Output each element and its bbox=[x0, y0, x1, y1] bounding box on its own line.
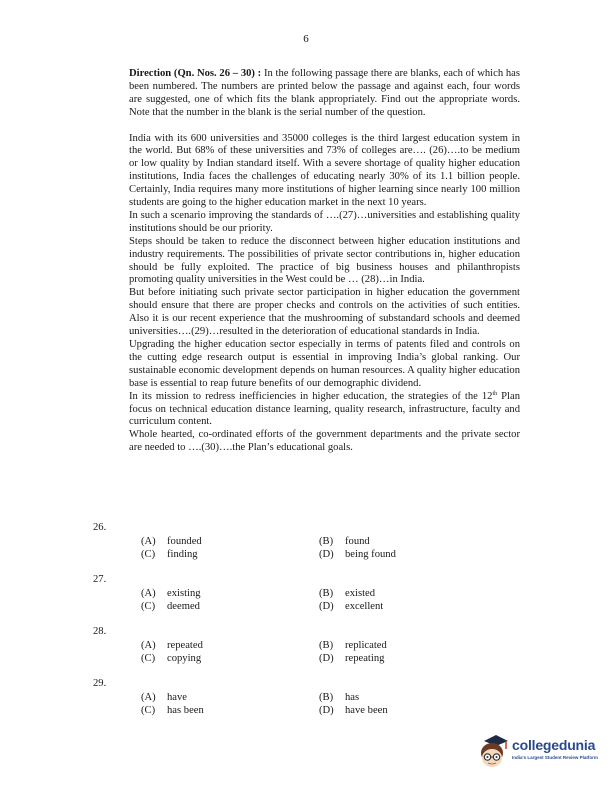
passage-paragraph: India with its 600 universities and 35000 colleges is the third largest education system in the world. But 68% of these universities and 73% of colleges are…. (26)….to be medium or low quality by Indian standard itself. With a severe shortage of quality higher education institutions, India faces the challenges of educating nearly 30% of its 1.1 billion people. Certainly, India requires many more institutions of higher learning since nearly 100 million students are going to the higher education market in the next 10 years. bbox=[129, 132, 520, 209]
logo-tagline: India's Largest Student Review Platform bbox=[512, 755, 598, 760]
question-number: 27. bbox=[93, 574, 107, 585]
option-b[interactable]: (B) replicated bbox=[319, 640, 387, 651]
passage-paragraph: But before initiating such private sector participation in higher education the government should ensure that there are proper checks and controls on the activities of such entities. Also it is our recent experience that the mushrooming of substandard schools and deemed universities….(29)…resulted in the deterioration of educational standards in India. bbox=[129, 287, 520, 338]
option-d[interactable]: (D) repeating bbox=[319, 653, 385, 664]
question-number: 26. bbox=[93, 522, 107, 533]
passage-paragraph: Steps should be taken to reduce the disconnect between higher education institutions and industry requirements. The possibilities of private sector contributions in, higher education should be fully exploited. The practice of big business houses and philanthropists promoting quality universities in the West could be … (28)…in India. bbox=[129, 235, 520, 286]
option-b[interactable]: (B) existed bbox=[319, 588, 376, 599]
passage-content bbox=[129, 68, 520, 455]
passage-text: Plan focus on technical education distance learning, quality research, infrastructure, faculty and curriculum content. bbox=[129, 390, 521, 428]
option-b[interactable]: (B) has bbox=[319, 692, 360, 703]
question-list bbox=[93, 522, 523, 730]
direction-heading: Direction (Qn. Nos. 26 – 30) : bbox=[129, 68, 262, 79]
question-26 bbox=[93, 522, 523, 574]
logo-wordmark: collegedunia bbox=[512, 737, 596, 753]
direction-paragraph bbox=[129, 68, 520, 120]
option-d[interactable]: (D) excellent bbox=[319, 601, 384, 612]
passage-paragraph: Upgrading the higher education sector especially in terms of patents filed and controls on the cutting edge research output is essential in improving India’s global ranking. Our sustainable economic development depends on human resources. A quality higher education base is essential to reap future benefits of our demographic dividend. bbox=[129, 339, 520, 389]
question-28 bbox=[93, 626, 523, 678]
collegedunia-logo[interactable] bbox=[478, 733, 608, 769]
option-a[interactable]: (A) founded bbox=[141, 536, 202, 547]
option-b[interactable]: (B) found bbox=[319, 536, 370, 547]
passage-paragraph: Whole hearted, co-ordinated efforts of the government departments and the private sector are needed to ….(30)….the Plan’s educational goals. bbox=[129, 429, 520, 454]
mascot-icon bbox=[478, 733, 510, 769]
question-29 bbox=[93, 678, 523, 730]
option-a[interactable]: (A) existing bbox=[141, 588, 201, 599]
question-number: 29. bbox=[93, 678, 107, 689]
option-c[interactable]: (C) finding bbox=[141, 549, 198, 560]
option-c[interactable]: (C) deemed bbox=[141, 601, 200, 612]
option-c[interactable]: (C) copying bbox=[141, 653, 202, 664]
option-d[interactable]: (D) have been bbox=[319, 705, 388, 716]
passage-paragraph bbox=[129, 391, 520, 430]
option-c[interactable]: (C) has been bbox=[141, 705, 204, 716]
passage-text: In its mission to redress inefficiencies in higher education, the strategies of the 12 bbox=[129, 390, 493, 402]
option-a[interactable]: (A) repeated bbox=[141, 640, 203, 651]
question-number: 28. bbox=[93, 626, 107, 637]
direction-text: In the following passage there are blanks, each of which has been numbered. The numbers are printed below the passage and against each, four words are suggested, one of which fits the blank appropriately. Find out the appropriate words. Note that the number in the blank is the serial number of the question. bbox=[129, 68, 520, 118]
option-d[interactable]: (D) being found bbox=[319, 549, 396, 560]
superscript: th bbox=[492, 390, 498, 397]
option-a[interactable]: (A) have bbox=[141, 692, 187, 703]
passage-paragraph: In such a scenario improving the standards of ….(27)…universities and establishing quality institutions should be our priority. bbox=[129, 209, 520, 234]
page-number: 6 bbox=[303, 33, 309, 45]
question-27 bbox=[93, 574, 523, 626]
